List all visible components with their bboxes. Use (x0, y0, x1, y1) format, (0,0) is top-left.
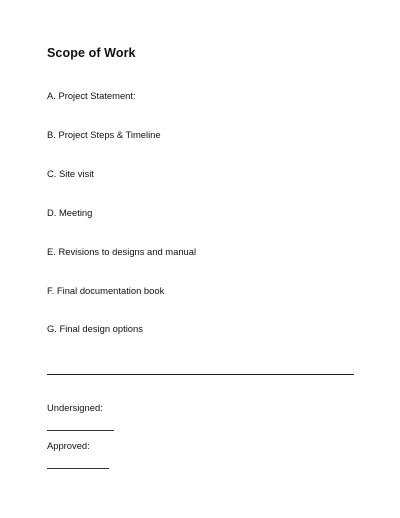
approved-label: Approved: (47, 440, 90, 451)
approved-signature-line (47, 468, 109, 469)
document-title: Scope of Work (47, 46, 136, 60)
scope-item-meeting: D. Meeting (47, 207, 93, 218)
scope-item-project-statement: A. Project Statement: (47, 90, 136, 101)
scope-item-design-options: G. Final design options (47, 323, 143, 334)
scope-item-site-visit: C. Site visit (47, 168, 94, 179)
section-divider (47, 374, 354, 375)
scope-item-documentation-book: F. Final documentation book (47, 285, 165, 296)
undersigned-signature-line (47, 430, 114, 431)
scope-item-project-steps: B. Project Steps & Timeline (47, 129, 161, 140)
scope-item-revisions: E. Revisions to designs and manual (47, 246, 197, 257)
undersigned-label: Undersigned: (47, 402, 103, 413)
